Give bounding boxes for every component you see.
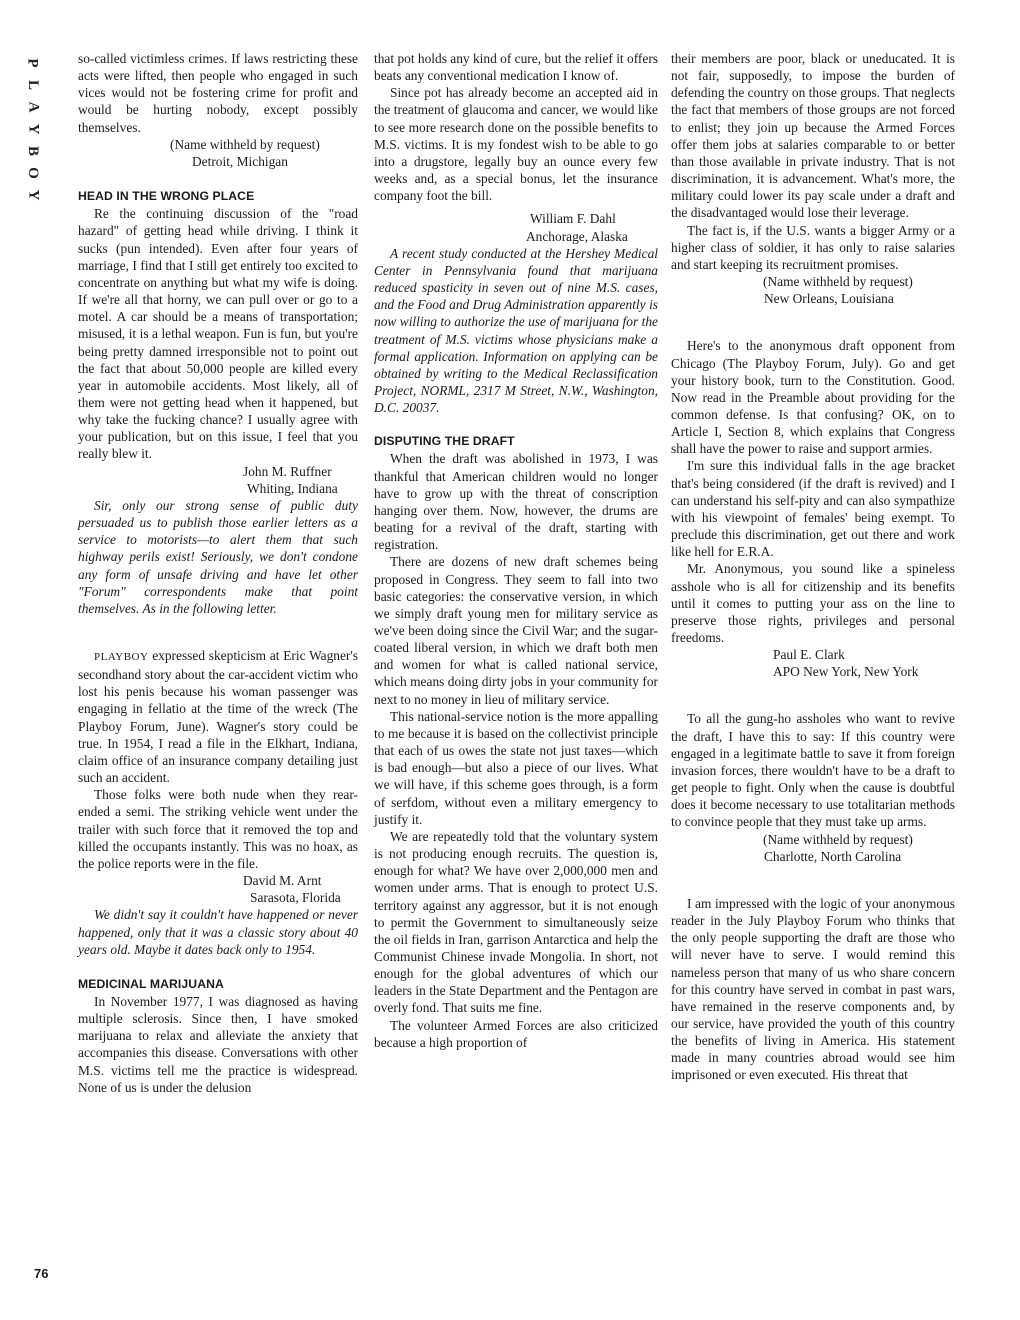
editor-reply: We didn't say it couldn't have happened or never happened, only that it was a classic story about 40 years old. Maybe it dates back only to 1954. <box>78 907 358 957</box>
letter-signature <box>78 463 358 497</box>
letter-paragraph: When the draft was abolished in 1973, I was thankful that American children would no longer have to grow up with the threat of conscription hanging over them. Now, however, the drums are beating for a revival of the draft, starting with registration. <box>374 451 658 553</box>
letter-signature <box>78 872 358 906</box>
letter-paragraph: Re the continuing discussion of the "road hazard" of getting head while driving. I think it sucks (pun intended). Even after four years of marriage, I find that I still get entirely too excited to concentrate on anything but what my wife is doing. If we're all that horny, we can pull over or go to a motel. A car should be a means of transportation; misused, it is a lethal weapon. Fun is fun, but you're being pretty damned irresponsible not to point out the fact that about 50,000 people are killed every year in automobile accidents. Most likely, all of them were not getting head when it happened, but why take the fucking chance? I usually agree with your publication, but on this issue, I feel that you really blew it. <box>78 206 358 462</box>
letter-paragraph: The fact is, if the U.S. wants a bigger Army or a higher class of soldier, it has only to raise salaries and start keeping its recruitment promises. <box>671 222 955 272</box>
section-heading: MEDICINAL MARIJUANA <box>78 976 224 991</box>
signature-place: Detroit, Michigan <box>192 153 288 169</box>
signature-name: Paul E. Clark <box>773 647 845 663</box>
logo-letter: L <box>24 79 41 91</box>
signature-name: David M. Arnt <box>243 873 322 889</box>
letter-paragraph <box>78 647 358 786</box>
letter-paragraph: their members are poor, black or uneducated. It is not fair, supposedly, to impose the burden of defending the country on those groups. That neglects the fact that members of those groups are not forced to enlist; they join up because the Armed Forces offer them jobs at salaries comparable to or better than those available in private industry. That is not discrimination, it is advancement. What's more, the military could lower its pay scale under a draft and the disadvantaged would lose their leverage. <box>671 51 955 221</box>
letter-paragraph: Mr. Anonymous, you sound like a spineless asshole who is all for citizenship and its benefits until it comes to putting your ass on the line to preserve those rights, privileges and personal freedoms. <box>671 561 955 645</box>
letter-paragraph: Those folks were both nude when they rear-ended a semi. The striking vehicle went under the trailer with such force that it removed the top and killed the occupants instantly. This was no hoax, as the police reports were in the file. <box>78 787 358 871</box>
signature-name: (Name withheld by request) <box>170 136 320 152</box>
section-heading: DISPUTING THE DRAFT <box>374 434 515 449</box>
logo-letter: Y <box>25 123 41 135</box>
letter-paragraph: There are dozens of new draft schemes being proposed in Congress. They seem to fall into two basic categories: the conservative version, in which we simply draft young men for military service as we've been doing since the Civil War; and the sugar-coated liberal version, in which we draft both men and women for what is called national service, which means doing dirty jobs in your community for next to no money in lieu of military service. <box>374 554 658 707</box>
letter-paragraph: In November 1977, I was diagnosed as having multiple sclerosis. Since then, I have smoked marijuana to relax and alleviate the anxiety that accompanies this disease. Conversations with other M.S. victims tell me the practice is widespread. None of us is under the delusion <box>78 993 358 1095</box>
logo-letter: P <box>24 58 41 68</box>
logo-letter: B <box>24 145 41 157</box>
letter-paragraph: Since pot has already become an accepted aid in the treatment of glaucoma and cancer, we would like to see more research done on the possible benefits to M.S. victims. It is my fondest wish to be able to go into a drugstore, legally buy an ounce every few weeks and, as a special bonus, let the insurance company foot the bill. <box>374 85 658 204</box>
letter-paragraph: We are repeatedly told that the voluntary system is not producing enough recruits. The question is, enough for what? We have over 2,000,000 men and women under arms. That is enough to protect U.S. territory against any aggressor, but it is not enough to permit the Government to simultaneously seize the oil fields in Iran, garrison Antarctica and help the Communist Chinese invade Mongolia. In short, not enough for the global adventures of which our leaders in the State Department and the Pentagon are overly fond. That suits me fine. <box>374 828 658 1016</box>
letter-signature <box>671 646 955 680</box>
logo-letter: O <box>24 167 41 179</box>
signature-name: John M. Ruffner <box>243 463 332 479</box>
column-3 <box>671 50 955 1084</box>
letter-signature <box>374 210 658 244</box>
letter-paragraph: Here's to the anonymous draft opponent from Chicago (The Playboy Forum, July). Go and get your history book, turn to the Constitution. Good. Now read in the Preamble about providing for the common defense. Is that confusing? OK, on to Article I, Section 8, which explains that Congress shall have the power to raise and support armies. <box>671 338 955 457</box>
signature-name: (Name withheld by request) <box>763 274 913 290</box>
signature-place: Whiting, Indiana <box>247 480 338 496</box>
logo-letter: A <box>25 101 41 113</box>
letter-paragraph: that pot holds any kind of cure, but the relief it offers beats any conventional medication I know of. <box>374 51 658 84</box>
letter-signature <box>671 273 955 307</box>
magazine-side-logo <box>26 52 40 206</box>
logo-letter: Y <box>25 189 41 201</box>
letter-signature <box>78 136 358 170</box>
column-1 <box>78 50 358 1096</box>
letter-paragraph: To all the gung-ho assholes who want to revive the draft, I have this to say: If this country were engaged in a legitimate battle to save it from foreign invasion forces, there wouldn't have to be a draft to get people to fight. Only when the cause is doubtful does it become necessary to use totalitarian methods to convince people that they must take up arms. <box>671 711 955 830</box>
letter-paragraph: I'm sure this individual falls in the age bracket that's being considered (if the draft is revived) and I can understand his self-pity and can also sympathize with his viewpoint of females' being exempt. To preclude this discrimination, get out there and work like hell for E.R.A. <box>671 458 955 560</box>
signature-place: APO New York, New York <box>773 664 919 680</box>
column-2 <box>374 50 658 1051</box>
section-heading: HEAD IN THE WRONG PLACE <box>78 189 255 204</box>
page-number: 76 <box>34 1266 49 1281</box>
paragraph-text: expressed skepticism at Eric Wagner's secondhand story about the car-accident victim who lost his penis because his woman passenger was engaging in fellatio at the time of the wreck (The Playboy Forum, June). Wagner's story could be true. In 1954, I read a file in the Elkhart, Indiana, claim office of an insurance company detailing just such an accident. <box>78 648 358 786</box>
signature-place: Charlotte, North Carolina <box>764 848 902 864</box>
signature-place: Sarasota, Florida <box>250 890 341 906</box>
signature-name: (Name withheld by request) <box>763 831 913 847</box>
signature-place: Anchorage, Alaska <box>526 228 628 244</box>
letter-paragraph: This national-service notion is the more appalling to me because it is based on the collectivist principle that each of us owes the state not just taxes—which is bad enough—but also a piece of our lives. What we will have, if this scheme goes through, is a form of serfdom, without even a military emergency to justify it. <box>374 708 658 827</box>
playboy-small-caps: PLAYBOY <box>94 651 149 663</box>
editor-reply: A recent study conducted at the Hershey Medical Center in Pennsylvania found that marijuana reduced spasticity in seven out of nine M.S. cases, and the Food and Drug Administration apparently is now willing to authorize the use of marijuana for the treatment of M.S. victims whose physicians make a formal application. Information on applying can be obtained by writing to the Medical Reclassification Project, NORML, 2317 M Street, N.W., Washington, D.C. 20037. <box>374 245 658 416</box>
editor-reply: Sir, only our strong sense of public duty persuaded us to publish those earlier letters as a service to motorists—to alert them that such highway perils exist! Seriously, we don't condone any form of unsafe driving and have let other "Forum" correspondents make that point themselves. As in the following letter. <box>78 497 358 616</box>
letter-paragraph: so-called victimless crimes. If laws restricting these acts were lifted, then people who engaged in such vices would not be fostering crime for profit and would be hurting nobody, except possibly themselves. <box>78 51 358 135</box>
signature-name: William F. Dahl <box>530 211 616 227</box>
letter-paragraph: I am impressed with the logic of your anonymous reader in the July Playboy Forum who thinks that the only people supporting the draft are those who will never have to serve. I would remind this nameless person that many of us who share concern for this country have served in combat in past wars, have remained in the reserve components and, by our service, have provided the youth of this country the benefits of living in America. His statement made in many countries abroad would see him imprisoned or even executed. His threat that <box>671 895 955 1083</box>
letter-paragraph: The volunteer Armed Forces are also criticized because a high proportion of <box>374 1017 658 1050</box>
signature-place: New Orleans, Louisiana <box>764 291 894 307</box>
letter-signature <box>671 831 955 865</box>
